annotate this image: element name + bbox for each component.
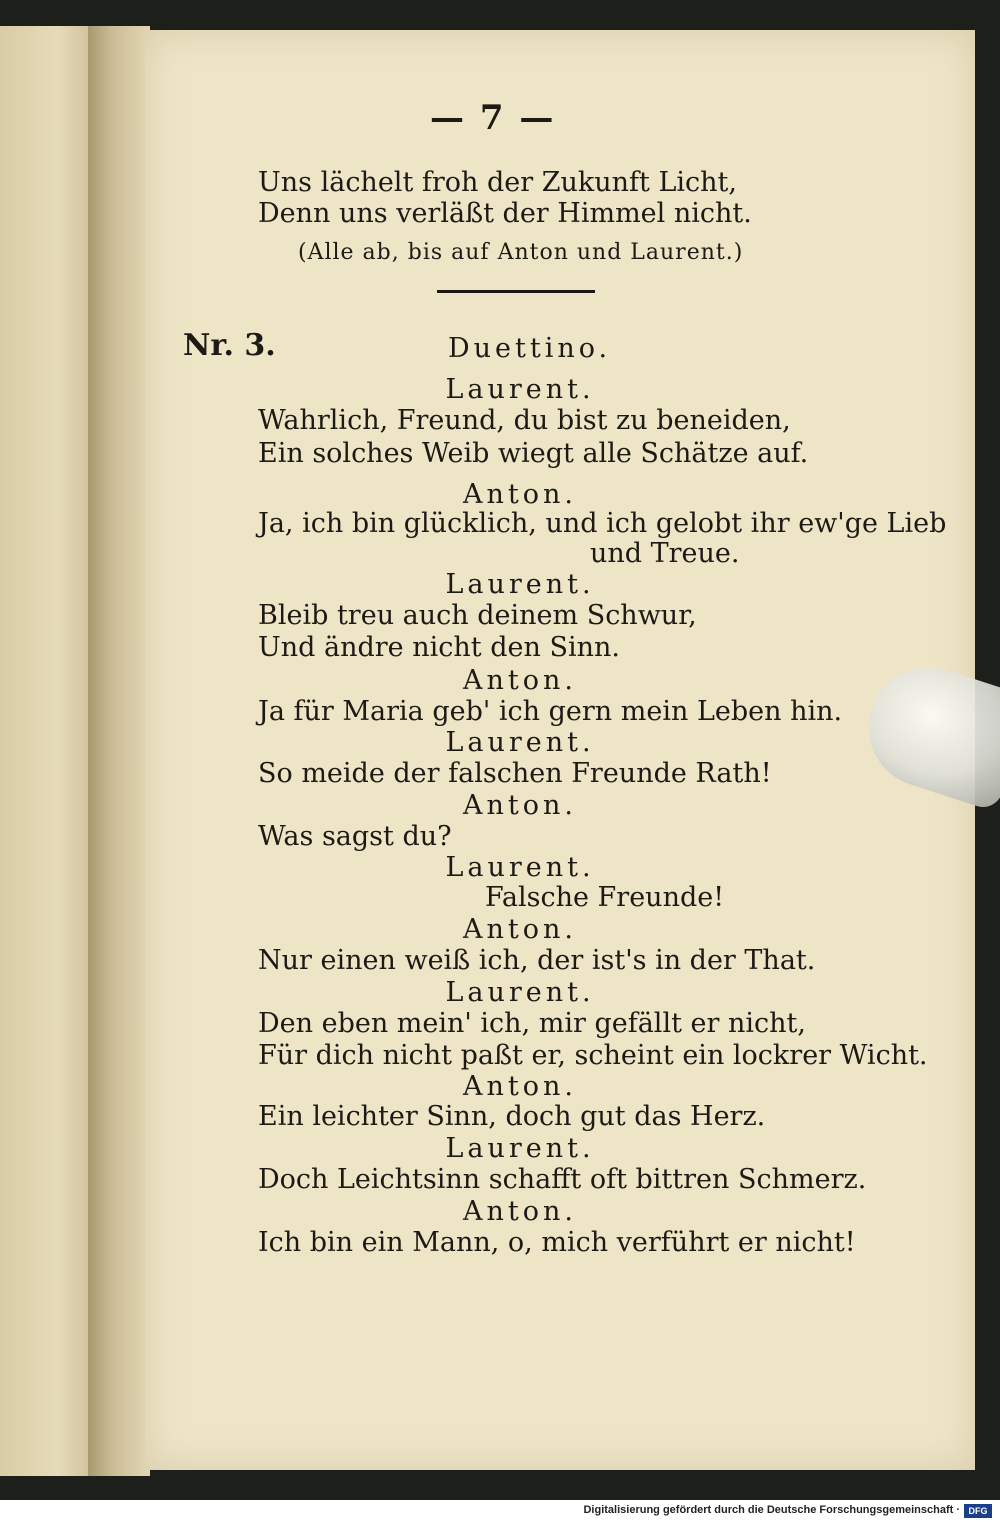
- speaker-name: Anton.: [463, 1071, 577, 1102]
- speaker-name: Anton.: [463, 479, 577, 510]
- dialogue-line: Ein leichter Sinn, doch gut das Herz.: [258, 1101, 766, 1132]
- speaker-name: Laurent.: [445, 374, 595, 405]
- dfg-logo: DFG: [964, 1504, 992, 1518]
- dialogue-line: Für dich nicht paßt er, scheint ein lockrer Wicht.: [258, 1040, 928, 1071]
- dialogue-line: und Treue.: [590, 538, 740, 569]
- speaker-name: Anton.: [463, 1196, 577, 1227]
- speaker-name: Laurent.: [445, 1133, 595, 1164]
- speaker-name: Laurent.: [445, 852, 595, 883]
- speaker-name: Anton.: [463, 665, 577, 696]
- dialogue-line: Ja für Maria geb' ich gern mein Leben hin.: [258, 696, 843, 727]
- dialogue-line: Nur einen weiß ich, der ist's in der That.: [258, 945, 816, 976]
- speaker-name: Anton.: [463, 790, 577, 821]
- speaker-name: Laurent.: [445, 727, 595, 758]
- section-number: Nr. 3.: [183, 328, 276, 363]
- dialogue-line: Ja, ich bin glücklich, und ich gelobt ihr ew'ge Lieb: [258, 508, 947, 539]
- dialogue-line: Wahrlich, Freund, du bist zu beneiden,: [258, 405, 791, 436]
- opening-line-1: Uns lächelt froh der Zukunft Licht,: [258, 167, 737, 198]
- dialogue-line: Ich bin ein Mann, o, mich verführt er nicht!: [258, 1227, 856, 1258]
- stage-direction: (Alle ab, bis auf Anton und Laurent.): [298, 240, 744, 265]
- section-title: Duettino.: [448, 333, 612, 364]
- dialogue-line: Bleib treu auch deinem Schwur,: [258, 600, 697, 631]
- dialogue-line: Doch Leichtsinn schafft oft bittren Schmerz.: [258, 1164, 867, 1195]
- page-number: — 7 —: [430, 98, 556, 138]
- funding-credit: Digitalisierung gefördert durch die Deutsche Forschungsgemeinschaft ·: [583, 1504, 960, 1516]
- dialogue-line: Und ändre nicht den Sinn.: [258, 632, 620, 663]
- opening-line-2: Denn uns verläßt der Himmel nicht.: [258, 198, 752, 229]
- section-divider: [437, 290, 595, 293]
- speaker-name: Laurent.: [445, 569, 595, 600]
- speaker-name: Anton.: [463, 914, 577, 945]
- dialogue-line: So meide der falschen Freunde Rath!: [258, 758, 772, 789]
- left-page: [0, 26, 96, 1476]
- dialogue-line: Den eben mein' ich, mir gefällt er nicht,: [258, 1008, 806, 1039]
- dialogue-line: Ein solches Weib wiegt alle Schätze auf.: [258, 438, 809, 469]
- book-gutter: [88, 26, 150, 1476]
- speaker-name: Laurent.: [445, 977, 595, 1008]
- dialogue-line: Falsche Freunde!: [485, 882, 725, 913]
- dialogue-line: Was sagst du?: [258, 821, 452, 852]
